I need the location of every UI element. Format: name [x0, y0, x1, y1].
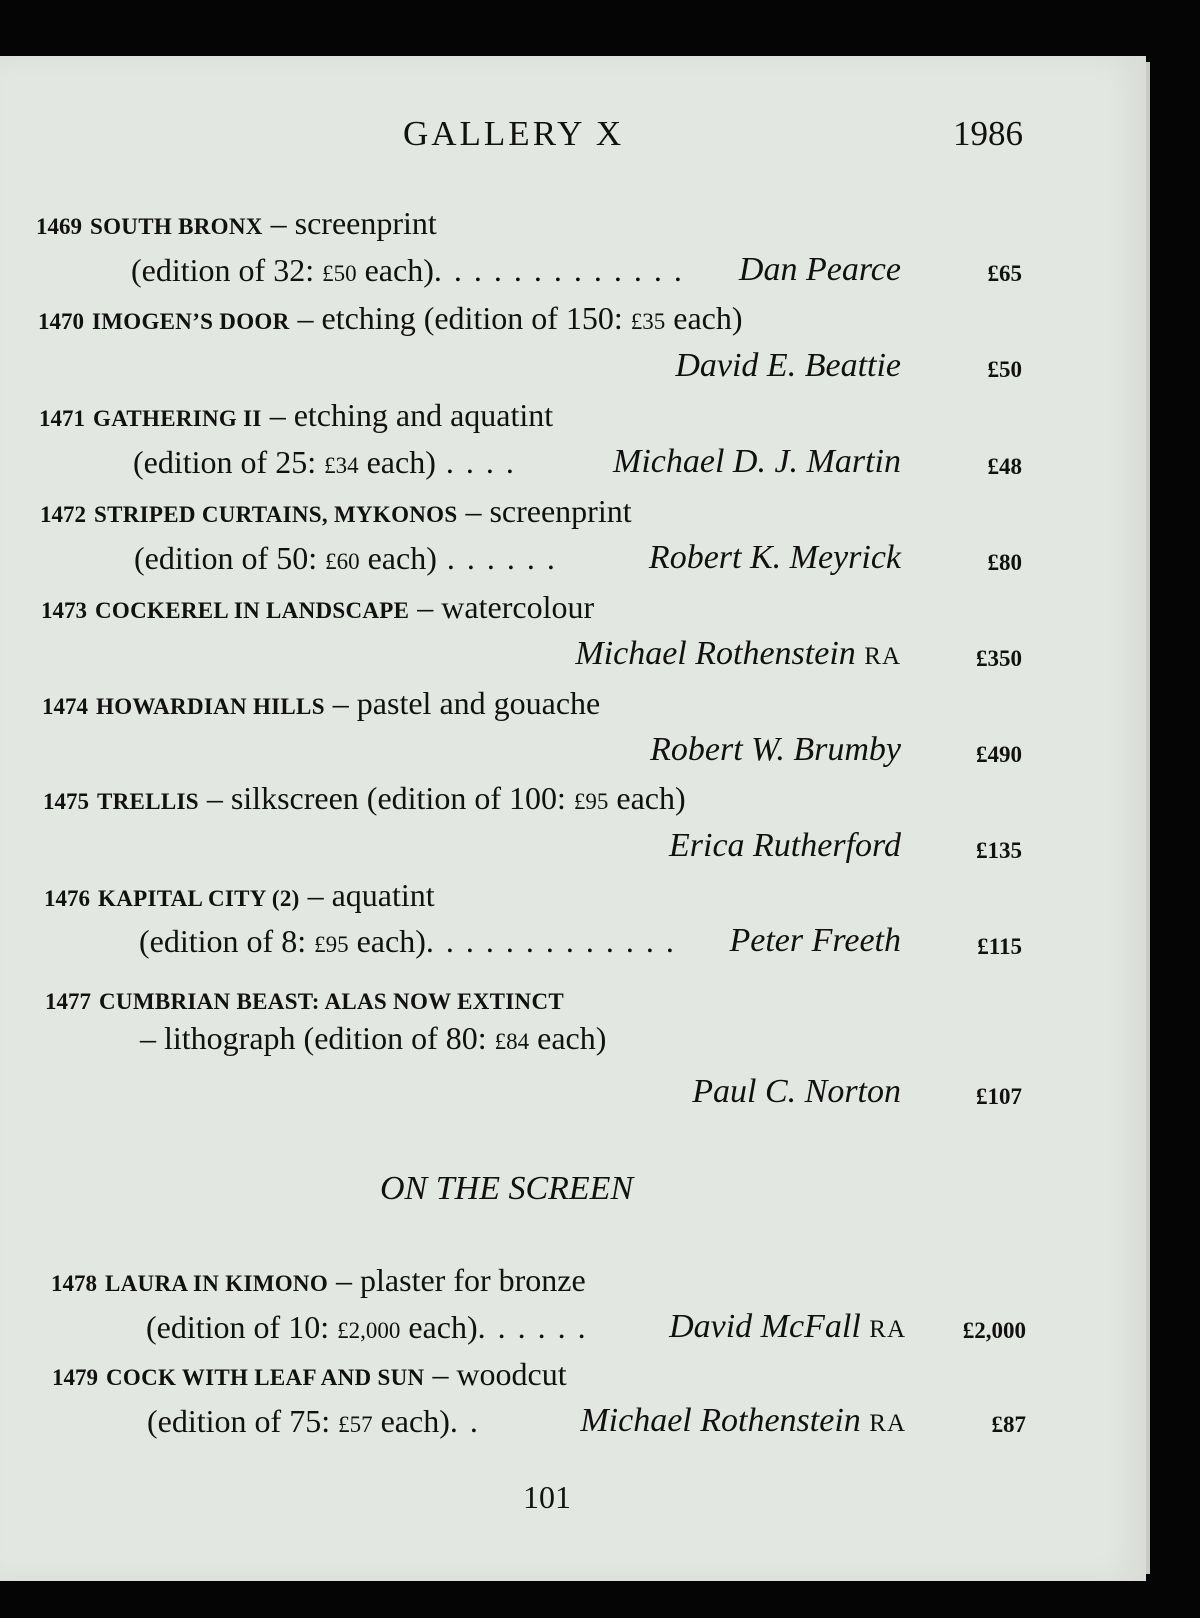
entry-1478-line1	[51, 1264, 586, 1296]
dot-leader: . .	[449, 1403, 480, 1439]
artist-name: David McFall	[669, 1308, 861, 1345]
entry-edition-price: £50	[322, 261, 357, 286]
entry-price: £50	[987, 357, 1022, 382]
entry-title: TRELLIS	[97, 789, 199, 814]
entry-price: £80	[987, 550, 1022, 575]
entry-detail-end: each)	[372, 1403, 450, 1439]
entry-detail: (edition of 25:	[133, 444, 325, 480]
entry-medium: – etching (edition of 150:	[297, 300, 631, 336]
entry-detail-end: each)	[348, 923, 426, 959]
entry-medium: – pastel and gouache	[332, 685, 601, 721]
entry-artist: Peter Freeth	[729, 922, 901, 959]
entry-detail: (edition of 10:	[146, 1309, 338, 1345]
entry-artist: David E. Beattie	[675, 347, 901, 384]
entry-1479-line2	[147, 1405, 480, 1437]
entry-detail-end: each)	[359, 540, 437, 576]
dot-leader: . . . . . . . . . . . . .	[425, 923, 676, 959]
entry-1477-line1	[45, 982, 564, 1014]
entry-detail-end: each)	[358, 444, 436, 480]
entry-price: £2,000	[962, 1318, 1026, 1343]
ra-suffix: RA	[864, 643, 901, 670]
artist-name: Michael Rothenstein	[580, 1402, 861, 1439]
entry-number: 1474	[42, 694, 88, 719]
entry-title: GATHERING II	[93, 406, 262, 431]
entry-1472-line1	[40, 495, 632, 527]
entry-edition-price: £95	[573, 789, 609, 814]
section-heading: ON THE SCREEN	[380, 1170, 634, 1207]
entry-1470-line1	[38, 302, 743, 334]
ra-suffix: RA	[869, 1410, 906, 1437]
artist-name: Michael Rothenstein	[575, 635, 856, 672]
entry-number: 1476	[44, 886, 90, 911]
entry-medium: – plaster for bronze	[336, 1262, 586, 1298]
entry-title: CUMBRIAN BEAST: ALAS NOW EXTINCT	[99, 989, 564, 1014]
entry-title: IMOGEN’S DOOR	[92, 309, 290, 334]
page-header-title: GALLERY X	[403, 114, 625, 153]
dot-leader: . . . . . .	[477, 1309, 588, 1345]
entry-detail: (edition of 75:	[147, 1403, 339, 1439]
entry-number: 1469	[36, 214, 82, 239]
entry-edition-price: £95	[314, 932, 349, 957]
entry-price: £115	[977, 934, 1022, 959]
entry-title: KAPITAL CITY (2)	[98, 886, 300, 911]
entry-medium: – woodcut	[432, 1356, 567, 1392]
ra-suffix: RA	[869, 1316, 906, 1343]
entry-title: HOWARDIAN HILLS	[96, 694, 325, 719]
entry-price: £135	[976, 838, 1022, 863]
entry-artist: Robert W. Brumby	[650, 731, 901, 768]
entry-number: 1470	[38, 309, 84, 334]
entry-title: COCKEREL IN LANDSCAPE	[95, 598, 410, 623]
entry-detail: – lithograph (edition of 80:	[140, 1020, 495, 1056]
entry-edition-price: £57	[338, 1412, 373, 1437]
entry-1477-line2	[140, 1022, 606, 1054]
entry-edition-price: £35	[630, 309, 666, 334]
entry-detail: (edition of 8:	[139, 923, 315, 959]
entry-1472-line2	[134, 542, 557, 574]
entry-price: £65	[987, 261, 1022, 286]
entry-artist: Robert K. Meyrick	[648, 539, 901, 576]
page-edge	[1146, 62, 1150, 1574]
dot-leader: . . . .	[435, 444, 516, 480]
entry-price: £350	[976, 646, 1022, 671]
entry-detail-end: each)	[529, 1020, 607, 1056]
entry-1475-line1	[43, 782, 686, 814]
entry-edition-price: £34	[324, 453, 359, 478]
entry-artist	[575, 637, 901, 671]
entry-detail-end: each)	[608, 780, 686, 816]
entry-number: 1479	[52, 1365, 98, 1390]
entry-number: 1473	[41, 598, 87, 623]
entry-detail-end: each)	[356, 252, 434, 288]
entry-title: LAURA IN KIMONO	[105, 1271, 329, 1296]
entry-price: £490	[976, 742, 1022, 767]
page-header-year: 1986	[953, 114, 1023, 153]
entry-number: 1472	[40, 502, 86, 527]
dot-leader: . . . . . . . . . . . . .	[433, 252, 684, 288]
entry-title: STRIPED CURTAINS, MYKONOS	[94, 502, 458, 527]
entry-1471-line2	[133, 446, 516, 478]
entry-artist	[669, 1310, 906, 1344]
entry-number: 1471	[39, 406, 85, 431]
entry-medium: – silkscreen (edition of 100:	[206, 780, 574, 816]
entry-detail-end: each)	[400, 1309, 478, 1345]
entry-artist: Michael D. J. Martin	[613, 443, 901, 480]
entry-artist: Dan Pearce	[738, 251, 901, 288]
entry-title: SOUTH BRONX	[90, 214, 263, 239]
entry-medium: – etching and aquatint	[269, 397, 554, 433]
entry-medium: – aquatint	[307, 877, 435, 913]
entry-edition-price: £84	[494, 1029, 530, 1054]
entry-price: £48	[987, 454, 1022, 479]
page-number: 101	[523, 1479, 571, 1515]
entry-number: 1475	[43, 789, 89, 814]
entry-price: £107	[976, 1084, 1022, 1109]
entry-number: 1477	[45, 989, 91, 1014]
entry-medium: – screenprint	[465, 493, 632, 529]
entry-1469-line2	[131, 254, 684, 286]
entry-medium: – screenprint	[270, 205, 437, 241]
entry-number: 1478	[51, 1271, 97, 1296]
entry-artist	[580, 1404, 906, 1438]
entry-1478-line2	[146, 1311, 588, 1343]
entry-1476-line1	[44, 879, 435, 911]
entry-title: COCK WITH LEAF AND SUN	[106, 1365, 425, 1390]
entry-1474-line1	[42, 687, 600, 719]
entry-edition-price: £60	[325, 549, 360, 574]
entry-price: £87	[991, 1412, 1026, 1437]
entry-1469-line1	[36, 207, 437, 239]
entry-1479-line1	[52, 1358, 567, 1390]
entry-1476-line2	[139, 925, 676, 957]
entry-edition-price: £2,000	[337, 1318, 401, 1343]
entry-artist: Paul C. Norton	[692, 1073, 901, 1110]
entry-1471-line1	[39, 399, 553, 431]
entry-detail: (edition of 50:	[134, 540, 326, 576]
dot-leader: . . . . . .	[436, 540, 557, 576]
entry-detail-end: each)	[665, 300, 743, 336]
entry-1473-line1	[41, 591, 594, 623]
entry-artist: Erica Rutherford	[669, 827, 901, 864]
entry-detail: (edition of 32:	[131, 252, 323, 288]
entry-medium: – watercolour	[417, 589, 595, 625]
